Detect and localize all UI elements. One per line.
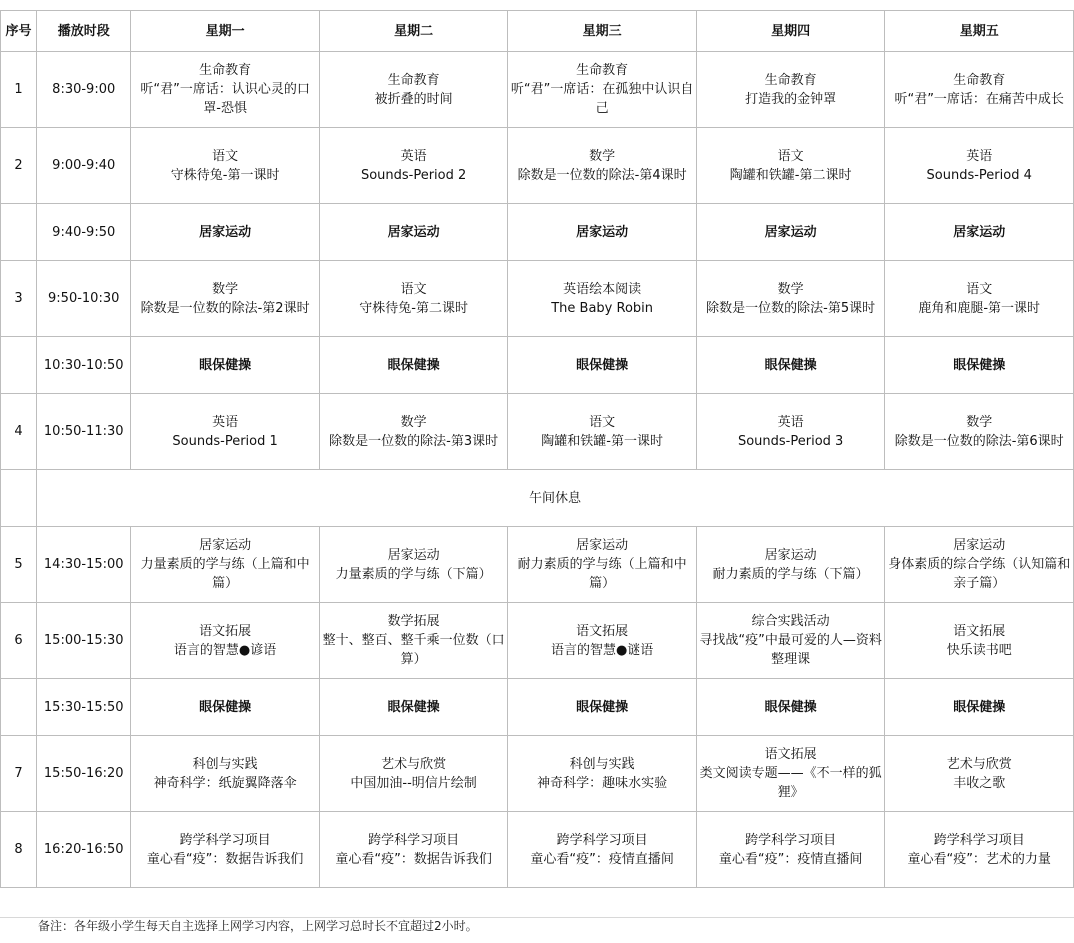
activity-cell: 眼保健操: [696, 337, 885, 394]
lesson-topic: Sounds-Period 1: [172, 433, 278, 449]
lesson-subject: 生命教育: [387, 72, 440, 88]
lesson-cell: [508, 812, 697, 888]
activity-row: [1, 679, 1074, 736]
lesson-subject: 跨学科学习项目: [933, 832, 1025, 848]
header-time: 播放时段: [37, 11, 131, 52]
lesson-subject: 英语: [777, 414, 804, 430]
lesson-cell: [131, 261, 320, 337]
lesson-topic: 童心看“疫”：数据告诉我们: [146, 851, 304, 867]
lesson-subject: 语文: [966, 281, 993, 297]
lesson-subject: 数学: [212, 281, 239, 297]
activity-row: [1, 204, 1074, 261]
lesson-subject: 跨学科学习项目: [179, 832, 271, 848]
lesson-subject: 英语绘本阅读: [563, 281, 642, 297]
lesson-topic: 听“君”一席话：在痛苦中成长: [894, 91, 1064, 107]
lesson-topic: 除数是一位数的除法-第2课时: [140, 300, 310, 316]
index-cell: 3: [1, 261, 37, 337]
activity-cell: 居家运动: [885, 204, 1074, 261]
lesson-subject: 居家运动: [199, 538, 252, 553]
time-cell: 9:50-10:30: [37, 261, 131, 337]
lesson-row: [1, 736, 1074, 812]
lesson-topic: 寻找战“疫”中最可爱的人—资料整理课: [699, 633, 882, 667]
lesson-topic: Sounds-Period 3: [737, 433, 844, 449]
time-cell: 15:00-15:30: [37, 603, 131, 679]
lesson-topic: 童心看“疫”：疫情直播间: [718, 851, 863, 867]
lesson-subject: 生命教育: [764, 72, 817, 88]
lesson-topic: 耐力素质的学与练（上篇和中篇）: [517, 557, 687, 591]
lesson-topic: 语言的智慧●谜语: [550, 642, 654, 658]
lesson-subject: 居家运动: [387, 547, 440, 563]
lesson-cell: [131, 128, 320, 204]
lesson-subject: 科创与实践: [569, 756, 635, 772]
index-cell: [1, 679, 37, 736]
lesson-subject: 语文: [400, 281, 427, 297]
lesson-subject: 语文: [589, 414, 616, 430]
lesson-row: [1, 52, 1074, 128]
lesson-topic: 听“君”一席话：认识心灵的口罩-恐惧: [140, 82, 310, 116]
lesson-topic: 被折叠的时间: [374, 91, 453, 107]
header-thursday: 星期四: [696, 11, 885, 52]
lesson-cell: [696, 128, 885, 204]
lesson-cell: [319, 394, 508, 470]
index-cell: [1, 470, 37, 527]
lesson-topic: 丰收之歌: [953, 775, 1006, 791]
header-friday: 星期五: [885, 11, 1074, 52]
time-cell: 8:30-9:00: [37, 52, 131, 128]
lesson-topic: 鹿角和鹿腿-第一课时: [918, 300, 1041, 316]
lesson-subject: 语文: [777, 148, 804, 164]
lesson-cell: [696, 261, 885, 337]
index-cell: 6: [1, 603, 37, 679]
header-row: [1, 11, 1074, 52]
lesson-topic: 陶罐和铁罐-第二课时: [729, 167, 852, 183]
activity-cell: 眼保健操: [131, 679, 320, 736]
index-cell: 4: [1, 394, 37, 470]
activity-cell: 眼保健操: [885, 337, 1074, 394]
lesson-topic: 陶罐和铁罐-第一课时: [541, 433, 663, 449]
index-cell: 5: [1, 527, 37, 603]
lesson-row: [1, 812, 1074, 888]
lesson-subject: 语文拓展: [953, 623, 1006, 639]
lesson-topic: 力量素质的学与练（下篇）: [335, 566, 492, 582]
lesson-topic: 童心看“疫”：艺术的力量: [907, 851, 1051, 867]
lesson-subject: 英语: [400, 148, 427, 164]
lesson-subject: 跨学科学习项目: [368, 832, 460, 848]
lesson-cell: [696, 394, 885, 470]
lesson-subject: 英语: [212, 414, 239, 430]
lesson-cell: [508, 736, 697, 812]
lesson-topic: 童心看“疫”：数据告诉我们: [335, 851, 492, 867]
activity-cell: 居家运动: [319, 204, 508, 261]
lesson-cell: [508, 52, 697, 128]
lesson-subject: 数学拓展: [387, 614, 440, 629]
index-cell: 8: [1, 812, 37, 888]
lesson-subject: 数学: [589, 148, 616, 164]
lesson-cell: [508, 128, 697, 204]
lesson-subject: 跨学科学习项目: [556, 832, 648, 848]
lesson-subject: 科创与实践: [192, 756, 258, 772]
lesson-cell: [131, 394, 320, 470]
lesson-subject: 跨学科学习项目: [745, 832, 837, 848]
lesson-topic: 童心看“疫”：疫情直播间: [530, 851, 674, 867]
lesson-subject: 生命教育: [576, 63, 629, 78]
lesson-cell: [319, 527, 508, 603]
time-cell: 16:20-16:50: [37, 812, 131, 888]
lesson-topic: 除数是一位数的除法-第5课时: [706, 300, 876, 316]
activity-row: [1, 337, 1074, 394]
time-cell: 9:40-9:50: [37, 204, 131, 261]
lesson-cell: [696, 812, 885, 888]
header-monday: 星期一: [131, 11, 320, 52]
lesson-topic: 语言的智慧●谚语: [173, 642, 277, 658]
lesson-subject: 居家运动: [576, 538, 629, 553]
lesson-cell: [885, 261, 1074, 337]
lesson-topic: 守株待兔-第一课时: [170, 167, 280, 183]
lesson-cell: [885, 394, 1074, 470]
lesson-topic: 中国加油--明信片绘制: [350, 775, 477, 791]
lesson-cell: [131, 603, 320, 679]
time-cell: 10:30-10:50: [37, 337, 131, 394]
lesson-topic: 除数是一位数的除法-第6课时: [894, 433, 1064, 449]
index-cell: 7: [1, 736, 37, 812]
lesson-cell: [319, 128, 508, 204]
lesson-topic: 除数是一位数的除法-第4课时: [517, 167, 687, 183]
lesson-subject: 艺术与欣赏: [946, 756, 1012, 772]
lesson-topic: Sounds-Period 2: [360, 167, 467, 183]
lesson-subject: 数学: [966, 414, 993, 430]
lesson-cell: [885, 603, 1074, 679]
lesson-row: [1, 394, 1074, 470]
lesson-topic: 打造我的金钟罩: [745, 91, 837, 107]
index-cell: [1, 337, 37, 394]
lesson-subject: 英语: [966, 148, 993, 164]
lesson-row: [1, 603, 1074, 679]
lesson-subject: 语文拓展: [576, 623, 629, 639]
lesson-cell: [319, 736, 508, 812]
lesson-cell: [131, 52, 320, 128]
time-cell: 10:50-11:30: [37, 394, 131, 470]
lesson-cell: [696, 736, 885, 812]
lesson-subject: 生命教育: [199, 63, 252, 78]
lesson-topic: 整十、整百、整千乘一位数（口算）: [322, 633, 505, 667]
lesson-topic: 快乐读书吧: [946, 642, 1012, 658]
time-cell: 15:50-16:20: [37, 736, 131, 812]
activity-cell: 眼保健操: [508, 337, 697, 394]
lesson-subject: 语文拓展: [199, 623, 252, 639]
lesson-subject: 生命教育: [953, 72, 1006, 88]
activity-cell: 眼保健操: [885, 679, 1074, 736]
lesson-cell: [696, 603, 885, 679]
index-cell: 1: [1, 52, 37, 128]
lesson-cell: [319, 603, 508, 679]
activity-cell: 居家运动: [696, 204, 885, 261]
activity-cell: 眼保健操: [319, 337, 508, 394]
activity-cell: 眼保健操: [508, 679, 697, 736]
footnote: 备注：各年级小学生每天自主选择上网学习内容，上网学习总时长不宜超过2小时。: [38, 919, 478, 933]
lesson-topic: 神奇科学：趣味水实验: [537, 775, 668, 791]
index-cell: [1, 204, 37, 261]
lesson-subject: 居家运动: [764, 547, 817, 563]
activity-cell: 居家运动: [508, 204, 697, 261]
lesson-topic: 力量素质的学与练（上篇和中篇）: [140, 557, 310, 591]
lesson-subject: 语文拓展: [764, 747, 817, 762]
lesson-row: [1, 128, 1074, 204]
lesson-cell: [319, 261, 508, 337]
lesson-cell: [885, 812, 1074, 888]
lesson-cell: [508, 394, 697, 470]
lesson-cell: [131, 736, 320, 812]
lesson-cell: [508, 603, 697, 679]
lesson-cell: [885, 52, 1074, 128]
lesson-subject: 语文: [212, 148, 239, 164]
header-tuesday: 星期二: [319, 11, 508, 52]
index-cell: 2: [1, 128, 37, 204]
lesson-cell: [319, 52, 508, 128]
lesson-cell: [696, 527, 885, 603]
lesson-topic: 类文阅读专题——《不一样的狐狸》: [699, 766, 882, 800]
lesson-subject: 综合实践活动: [751, 614, 830, 629]
lesson-topic: 听“君”一席话：在孤独中认识自己: [510, 82, 694, 116]
lesson-topic: Sounds-Period 4: [926, 167, 1032, 183]
lesson-cell: [696, 52, 885, 128]
lesson-topic: 神奇科学：纸旋翼降落伞: [153, 775, 297, 791]
lesson-topic: 耐力素质的学与练（下篇）: [712, 566, 869, 582]
time-cell: 14:30-15:00: [37, 527, 131, 603]
lesson-cell: [319, 812, 508, 888]
activity-cell: 眼保健操: [131, 337, 320, 394]
lesson-topic: The Baby Robin: [551, 300, 654, 316]
activity-cell: 眼保健操: [319, 679, 508, 736]
lesson-subject: 数学: [777, 281, 804, 297]
lunch-break-row: [1, 470, 1074, 527]
lesson-cell: [131, 812, 320, 888]
lesson-subject: 居家运动: [953, 538, 1006, 553]
lesson-topic: 身体素质的综合学练（认知篇和亲子篇）: [888, 557, 1071, 591]
schedule-table: [0, 10, 1074, 888]
lesson-cell: [508, 261, 697, 337]
lesson-cell: [885, 527, 1074, 603]
lunch-break-label: 午间休息: [37, 470, 1074, 527]
header-wednesday: 星期三: [508, 11, 697, 52]
lesson-cell: [131, 527, 320, 603]
lesson-row: [1, 261, 1074, 337]
lesson-cell: [885, 736, 1074, 812]
lesson-cell: [885, 128, 1074, 204]
lesson-cell: [508, 527, 697, 603]
lesson-topic: 除数是一位数的除法-第3课时: [329, 433, 499, 449]
header-index: 序号: [1, 11, 37, 52]
schedule-body: [1, 52, 1074, 888]
time-cell: 9:00-9:40: [37, 128, 131, 204]
time-cell: 15:30-15:50: [37, 679, 131, 736]
lesson-row: [1, 527, 1074, 603]
activity-cell: 眼保健操: [696, 679, 885, 736]
lesson-topic: 守株待兔-第二课时: [359, 300, 468, 316]
activity-cell: 居家运动: [131, 204, 320, 261]
lesson-subject: 数学: [400, 414, 427, 430]
lesson-subject: 艺术与欣赏: [381, 756, 447, 772]
